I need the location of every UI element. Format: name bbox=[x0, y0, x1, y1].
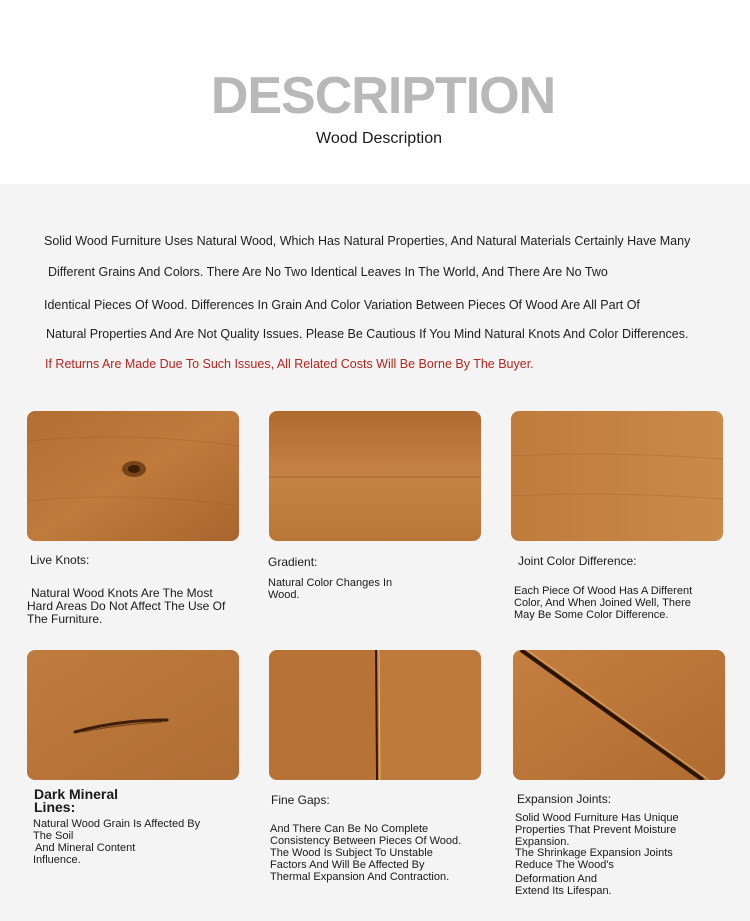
intro-line: Different Grains And Colors. There Are No Two Identical Leaves In The World, And There Are No Two bbox=[48, 265, 608, 279]
live-knot-image bbox=[27, 411, 239, 541]
page-subtitle: Wood Description bbox=[316, 130, 442, 147]
card-description: Natural Wood Grain Is Affected By The Soil And Mineral Content Influence. bbox=[33, 818, 201, 866]
header-section bbox=[0, 0, 750, 184]
card-label: Gradient: bbox=[268, 555, 318, 569]
intro-line: Solid Wood Furniture Uses Natural Wood, Which Has Natural Properties, And Natural Materials Certainly Have Many bbox=[44, 234, 691, 248]
card-label: Fine Gaps: bbox=[271, 793, 330, 807]
card-description: And There Can Be No Complete Consistency Between Pieces Of Wood. The Wood Is Subject To Unstable Factors And Will Be Affected By Thermal Expansion And Contraction. bbox=[270, 823, 462, 883]
card-description: Natural Color Changes In Wood. bbox=[268, 577, 393, 601]
card-description: Each Piece Of Wood Has A Different Color, And When Joined Well, There May Be Some Color Difference. bbox=[514, 585, 693, 621]
card-label: Expansion Joints: bbox=[517, 792, 612, 806]
card-label: Dark Mineral Lines: bbox=[34, 786, 119, 815]
mineral-line-image bbox=[27, 650, 239, 780]
card-label: Joint Color Difference: bbox=[518, 554, 637, 568]
card-description: Natural Wood Knots Are The Most Hard Areas Do Not Affect The Use Of The Furniture. bbox=[27, 586, 226, 626]
expansion-joint-image bbox=[513, 650, 725, 780]
intro-line: Identical Pieces Of Wood. Differences In Grain And Color Variation Between Pieces Of Wood Are All Part Of bbox=[44, 298, 640, 312]
page-title: DESCRIPTION bbox=[210, 67, 556, 125]
fine-gap-image bbox=[269, 650, 481, 780]
warning-text: If Returns Are Made Due To Such Issues, All Related Costs Will Be Borne By The Buyer. bbox=[45, 357, 534, 371]
joint-color-image bbox=[511, 411, 723, 541]
intro-line: Natural Properties And Are Not Quality Issues. Please Be Cautious If You Mind Natural Knots And Color Differences. bbox=[46, 327, 689, 341]
card-label: Live Knots: bbox=[30, 553, 90, 567]
gradient-image bbox=[269, 411, 481, 541]
card-description: Solid Wood Furniture Has Unique Properties That Prevent Moisture Expansion. The Shrinkage Expansion Joints Reduce The Wood's Deformation And Extend Its Lifespan. bbox=[515, 812, 679, 897]
